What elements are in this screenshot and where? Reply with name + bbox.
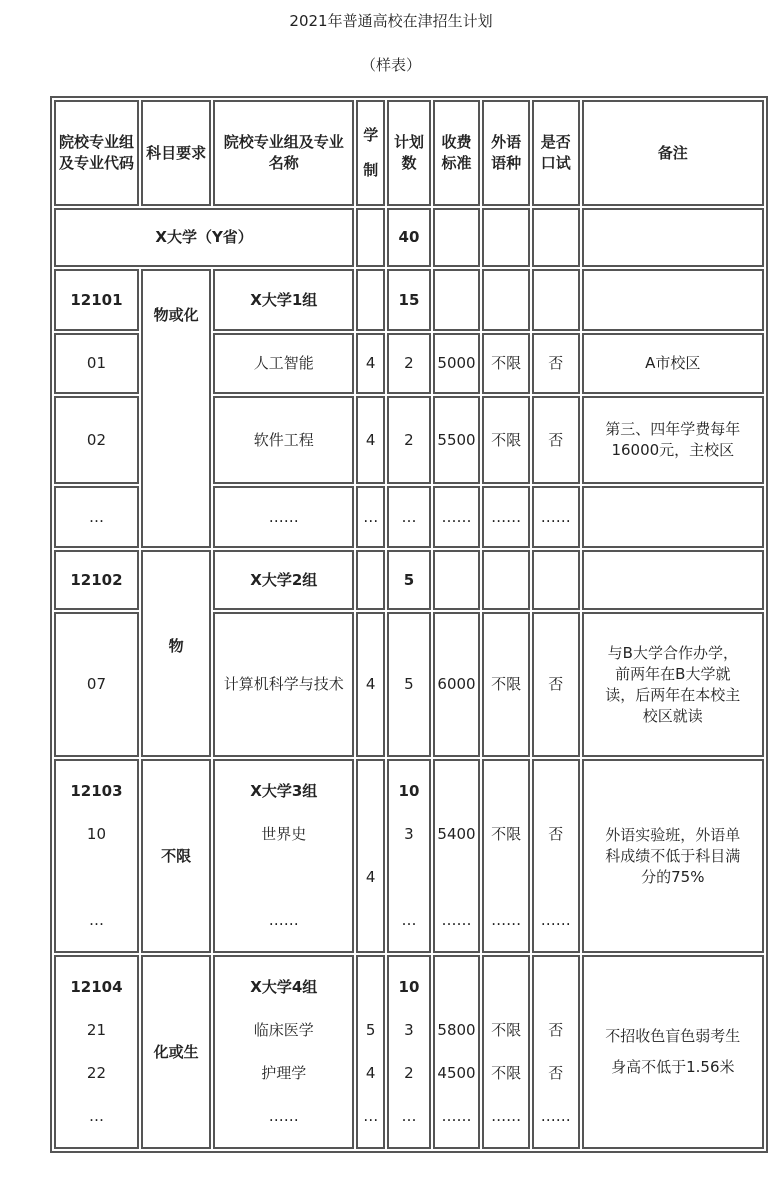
university-name: X大学（Y省）	[54, 208, 354, 267]
major-years: 4	[356, 612, 385, 757]
major-fee: 5500	[433, 396, 481, 484]
major-plan: 5	[387, 612, 431, 757]
header-subject: 科目要求	[141, 100, 211, 206]
major-code: …	[54, 486, 139, 548]
page-title: 2021年普通高校在津招生计划	[289, 12, 493, 30]
group-name: X大学2组	[213, 550, 354, 610]
group-years: 5 4 …	[356, 955, 385, 1149]
header-oral: 是否 口试	[532, 100, 580, 206]
header-lang: 外语 语种	[482, 100, 530, 206]
group-orals: 否 ……	[532, 759, 580, 953]
major-oral: 否	[532, 333, 580, 394]
header-years: 学 制	[356, 100, 385, 206]
group-row	[54, 550, 764, 610]
header-fee: 收费 标准	[433, 100, 481, 206]
group-note: 外语实验班，外语单 科成绩不低于科目满 分的75%	[582, 759, 764, 953]
major-name: 计算机科学与技术	[213, 612, 354, 757]
group-fees: 5400 ……	[433, 759, 481, 953]
subject-requirement: 物	[141, 550, 211, 757]
group-langs: 不限 ……	[482, 759, 530, 953]
group-names: X大学3组 世界史 ……	[213, 759, 354, 953]
admission-plan-table	[50, 96, 768, 1153]
major-plan: 2	[387, 396, 431, 484]
group-plans: 10 3 2 …	[387, 955, 431, 1149]
major-oral: 否	[532, 396, 580, 484]
major-plan: 2	[387, 333, 431, 394]
major-plan: …	[387, 486, 431, 548]
university-row	[54, 208, 764, 267]
major-name: ……	[213, 486, 354, 548]
major-note: 第三、四年学费每年 16000元，主校区	[582, 396, 764, 484]
group-name: X大学1组	[213, 269, 354, 331]
major-fee: 6000	[433, 612, 481, 757]
major-code: 07	[54, 612, 139, 757]
group-codes: 12103 10 …	[54, 759, 139, 953]
university-plan: 40	[387, 208, 431, 267]
group-note: 不招收色盲色弱考生 身高不低于1.56米	[582, 955, 764, 1149]
group-code: 12102	[54, 550, 139, 610]
group-block	[54, 759, 764, 953]
major-oral: ……	[532, 486, 580, 548]
group-plans: 10 3 …	[387, 759, 431, 953]
group-orals: 否 否 ……	[532, 955, 580, 1149]
subject-requirement: 物或化	[141, 269, 211, 548]
page-subtitle: （样表）	[360, 56, 421, 74]
major-note: A市校区	[582, 333, 764, 394]
group-plan: 15	[387, 269, 431, 331]
major-fee: ……	[433, 486, 481, 548]
major-years: 4	[356, 333, 385, 394]
group-langs: 不限 不限 ……	[482, 955, 530, 1149]
group-row	[54, 269, 764, 331]
major-name: 人工智能	[213, 333, 354, 394]
major-lang: 不限	[482, 612, 530, 757]
header-name: 院校专业组及专业 名称	[213, 100, 354, 206]
group-code: 12101	[54, 269, 139, 331]
header-row	[54, 100, 764, 206]
subject-requirement: 化或生	[141, 955, 211, 1149]
major-lang: ……	[482, 486, 530, 548]
header-note: 备注	[582, 100, 764, 206]
group-plan: 5	[387, 550, 431, 610]
group-block	[54, 955, 764, 1149]
major-fee: 5000	[433, 333, 481, 394]
major-code: 02	[54, 396, 139, 484]
major-lang: 不限	[482, 396, 530, 484]
major-code: 01	[54, 333, 139, 394]
major-oral: 否	[532, 612, 580, 757]
group-names: X大学4组 临床医学 护理学 ……	[213, 955, 354, 1149]
header-plan: 计划 数	[387, 100, 431, 206]
group-fees: 5800 4500 ……	[433, 955, 481, 1149]
major-note: 与B大学合作办学， 前两年在B大学就 读，后两年在本校主 校区就读	[582, 612, 764, 757]
major-years: 4	[356, 396, 385, 484]
group-codes: 12104 21 22 …	[54, 955, 139, 1149]
major-name: 软件工程	[213, 396, 354, 484]
major-years: …	[356, 486, 385, 548]
header-code: 院校专业组 及专业代码	[54, 100, 139, 206]
major-lang: 不限	[482, 333, 530, 394]
group-years: 4	[356, 759, 385, 953]
subject-requirement: 不限	[141, 759, 211, 953]
